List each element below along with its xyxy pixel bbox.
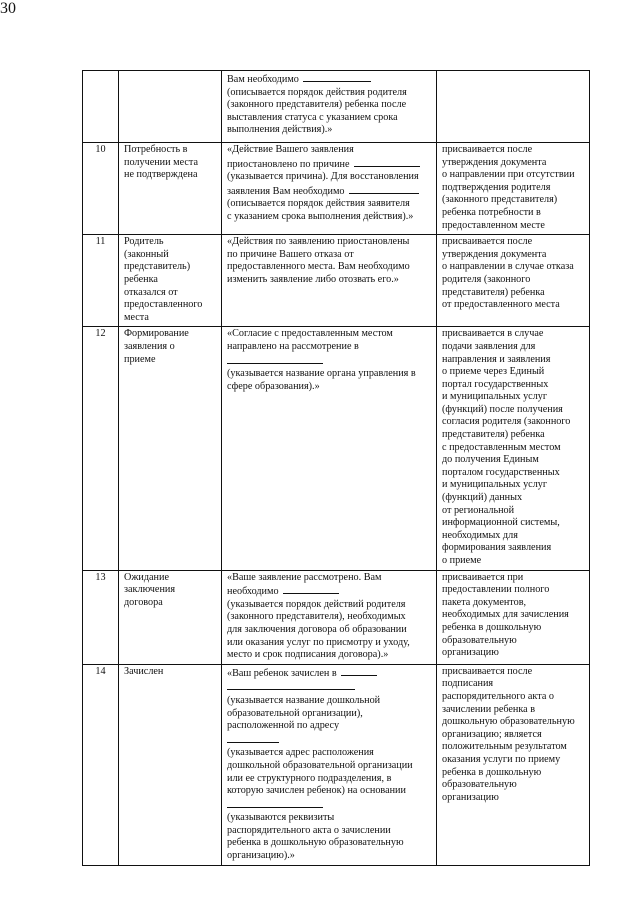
table-row bbox=[83, 570, 590, 664]
notification-line-text: выполнения действия).» bbox=[227, 124, 333, 136]
notification-line-text: (указывается причина). Для восстановления bbox=[227, 171, 419, 183]
status-name-line: получении места bbox=[124, 156, 198, 168]
condition-line: ребенка в дошкольную bbox=[442, 766, 542, 778]
condition-line: распорядительного акта о bbox=[442, 690, 554, 702]
notification-line bbox=[227, 666, 433, 681]
assignment-condition-cell bbox=[437, 143, 590, 235]
condition-line: зачислении ребенка в bbox=[442, 703, 536, 715]
notification-line bbox=[227, 99, 433, 112]
assignment-condition-cell bbox=[437, 664, 590, 865]
notification-line-text: направлено на рассмотрение в bbox=[227, 340, 359, 352]
status-name-line: Потребность в bbox=[124, 144, 188, 155]
assignment-condition-cell bbox=[437, 71, 590, 143]
row-number-cell bbox=[83, 71, 119, 143]
notification-line-text: или оказания услуг по присмотру и уходу, bbox=[227, 636, 410, 648]
notification-line-text: заявления Вам необходимо bbox=[227, 185, 345, 197]
notification-line bbox=[227, 649, 433, 662]
assignment-condition-cell bbox=[437, 570, 590, 664]
condition-line: о направлении при отсутствии bbox=[442, 169, 575, 181]
page-number: 30 bbox=[0, 0, 16, 17]
condition-line: присваивается после bbox=[442, 144, 533, 155]
condition-line: представителя) ребенка bbox=[442, 286, 545, 298]
notification-line-text: изменить заявление либо отозвать его.» bbox=[227, 273, 399, 285]
condition-line: присваивается после bbox=[442, 665, 533, 677]
status-name-cell bbox=[119, 71, 222, 143]
table-row bbox=[83, 235, 590, 327]
notification-line-text: дошкольной образовательной организации bbox=[227, 759, 413, 771]
condition-line: организацию bbox=[442, 791, 499, 803]
status-name-cell bbox=[119, 664, 222, 865]
notification-line-text: с указанием срока выполнения действия).» bbox=[227, 210, 414, 222]
notification-line bbox=[227, 87, 433, 100]
notification-line bbox=[227, 680, 433, 695]
notification-line-text: место и срок подписания договора).» bbox=[227, 649, 389, 661]
status-name-cell bbox=[119, 143, 222, 235]
status-name-line: ребенка bbox=[124, 273, 158, 285]
notification-line bbox=[227, 572, 433, 585]
notification-line bbox=[227, 198, 433, 211]
notification-line-text: организацию).» bbox=[227, 850, 295, 862]
notification-line bbox=[227, 236, 433, 249]
notification-line bbox=[227, 341, 433, 354]
notification-line-text: «Согласие с предоставленным местом bbox=[227, 328, 393, 340]
condition-line: согласия родителя (законного bbox=[442, 416, 571, 428]
notification-line bbox=[227, 184, 433, 199]
notification-line-text: или ее структурного подразделения, в bbox=[227, 772, 392, 784]
condition-line: о приеме bbox=[442, 555, 482, 566]
condition-line: предоставлении полного bbox=[442, 584, 550, 596]
notification-line-text: по причине Вашего отказа от bbox=[227, 248, 354, 260]
notification-line bbox=[227, 637, 433, 650]
status-name-line: Родитель bbox=[124, 236, 164, 248]
condition-line: информационной системы, bbox=[442, 517, 560, 529]
notification-line bbox=[227, 812, 433, 825]
notification-line bbox=[227, 624, 433, 637]
notification-text-cell bbox=[222, 570, 437, 664]
condition-line: необходимых для зачисления bbox=[442, 609, 569, 621]
notification-line bbox=[227, 381, 433, 394]
status-name-line: (законный bbox=[124, 248, 169, 260]
condition-line: и муниципальных услуг bbox=[442, 391, 548, 403]
notification-line-text: предоставленного места. Вам необходимо bbox=[227, 261, 410, 273]
fill-in-blank-line bbox=[341, 666, 377, 676]
notification-line bbox=[227, 760, 433, 773]
notification-line bbox=[227, 837, 433, 850]
condition-line: дошкольную образовательную bbox=[442, 716, 575, 728]
status-name-line: отказался от bbox=[124, 286, 178, 298]
condition-line: портал государственных bbox=[442, 378, 549, 390]
condition-line: подтверждения родителя bbox=[442, 181, 551, 193]
notification-line-text: которую зачислен ребенок) на основании bbox=[227, 785, 406, 797]
fill-in-blank-line bbox=[303, 72, 371, 82]
notification-line-text: «Действия по заявлению приостановлены bbox=[227, 236, 410, 248]
condition-line: образовательную bbox=[442, 634, 517, 646]
row-number-cell: 12 bbox=[83, 327, 119, 570]
condition-line: присваивается после bbox=[442, 236, 533, 248]
status-name-cell bbox=[119, 235, 222, 327]
notification-text-cell bbox=[222, 143, 437, 235]
notification-line bbox=[227, 112, 433, 125]
notification-line bbox=[227, 773, 433, 786]
condition-line: направления и заявления bbox=[442, 353, 551, 365]
assignment-condition-cell bbox=[437, 235, 590, 327]
condition-line: порталом государственных bbox=[442, 466, 560, 478]
notification-line-text: (указывается адрес расположения bbox=[227, 747, 374, 759]
notification-line bbox=[227, 124, 433, 137]
notification-line-text: расположенной по адресу bbox=[227, 720, 340, 732]
notification-text-cell bbox=[222, 664, 437, 865]
status-name-line: предоставленного bbox=[124, 299, 203, 311]
notification-line bbox=[227, 825, 433, 838]
notification-line bbox=[227, 720, 433, 733]
status-name-cell bbox=[119, 570, 222, 664]
condition-line: утверждения документа bbox=[442, 248, 547, 260]
condition-line: необходимых для bbox=[442, 529, 518, 541]
status-name-line: договора bbox=[124, 596, 163, 608]
table-body bbox=[83, 71, 590, 866]
notification-line-text: (указывается название дошкольной bbox=[227, 694, 381, 706]
row-number-cell: 14 bbox=[83, 664, 119, 865]
notification-line-text: (указывается порядок действий родителя bbox=[227, 598, 406, 610]
status-name-line: Формирование bbox=[124, 328, 189, 340]
row-number-cell: 10 bbox=[83, 143, 119, 235]
notification-line bbox=[227, 850, 433, 863]
status-name-line: места bbox=[124, 311, 149, 323]
notification-line bbox=[227, 747, 433, 760]
row-number-cell: 13 bbox=[83, 570, 119, 664]
notification-line bbox=[227, 72, 433, 87]
status-name-line: заявления о bbox=[124, 340, 175, 352]
condition-line: до получения Единым bbox=[442, 454, 539, 466]
notification-line bbox=[227, 171, 433, 184]
condition-line: родителя (законного bbox=[442, 273, 531, 285]
table-row bbox=[83, 71, 590, 143]
notification-line-text: (указываются реквизиты bbox=[227, 812, 335, 824]
notification-line-text: Вам необходимо bbox=[227, 74, 299, 85]
condition-line: ребенка в дошкольную bbox=[442, 621, 542, 633]
notification-line bbox=[227, 354, 433, 369]
fill-in-blank-line bbox=[227, 680, 355, 690]
notification-text-cell bbox=[222, 71, 437, 143]
notification-line bbox=[227, 249, 433, 262]
notification-line bbox=[227, 211, 433, 224]
status-name-line: представитель) bbox=[124, 261, 191, 273]
notification-line bbox=[227, 611, 433, 624]
notification-line bbox=[227, 274, 433, 287]
condition-line: пакета документов, bbox=[442, 596, 527, 608]
notification-line bbox=[227, 261, 433, 274]
condition-line: от региональной bbox=[442, 504, 515, 516]
assignment-condition-cell bbox=[437, 327, 590, 570]
condition-line: (функций) данных bbox=[442, 492, 523, 504]
fill-in-blank-line bbox=[283, 584, 339, 594]
notification-line-text: «Ваш ребенок зачислен в bbox=[227, 667, 337, 679]
condition-line: о приеме через Единый bbox=[442, 366, 545, 378]
notification-line bbox=[227, 144, 433, 157]
status-name-line: Зачислен bbox=[124, 665, 164, 677]
notification-line-text: сфере образования).» bbox=[227, 380, 320, 392]
status-name-line: приеме bbox=[124, 353, 156, 365]
notification-line bbox=[227, 584, 433, 599]
notification-line bbox=[227, 157, 433, 172]
fill-in-blank-line bbox=[227, 798, 323, 808]
status-table bbox=[82, 70, 590, 866]
status-name-line: заключения bbox=[124, 584, 176, 596]
table-row bbox=[83, 664, 590, 865]
condition-line: и муниципальных услуг bbox=[442, 479, 548, 491]
notification-line bbox=[227, 368, 433, 381]
condition-line: ребенка потребности в bbox=[442, 206, 541, 218]
notification-line-text: «Действие Вашего заявления bbox=[227, 144, 354, 155]
notification-line-text: ребенка в дошкольную образовательную bbox=[227, 837, 404, 849]
notification-line-text: «Ваше заявление рассмотрено. Вам bbox=[227, 571, 382, 583]
notification-line-text: (описывается порядок действия родителя bbox=[227, 86, 407, 98]
condition-line: (законного представителя) bbox=[442, 194, 558, 206]
condition-line: формирования заявления bbox=[442, 542, 552, 554]
notification-line bbox=[227, 798, 433, 813]
condition-line: представителя) ребенка bbox=[442, 429, 545, 441]
notification-line-text: для заключения договора об образовании bbox=[227, 623, 407, 635]
notification-text-cell bbox=[222, 327, 437, 570]
condition-line: организацию bbox=[442, 647, 499, 659]
condition-line: предоставленном месте bbox=[442, 219, 545, 231]
notification-line-text: необходимо bbox=[227, 586, 279, 598]
condition-line: присваивается при bbox=[442, 571, 524, 583]
notification-line-text: (описывается порядок действия заявителя bbox=[227, 198, 410, 210]
notification-line-text: приостановлено по причине bbox=[227, 158, 350, 170]
condition-line: о направлении в случае отказа bbox=[442, 261, 574, 273]
status-name-cell bbox=[119, 327, 222, 570]
notification-line-text: (указывается название органа управления в bbox=[227, 368, 416, 380]
row-number-cell: 11 bbox=[83, 235, 119, 327]
condition-line: с предоставленным местом bbox=[442, 441, 561, 453]
notification-line-text: выставления статуса с указанием срока bbox=[227, 111, 398, 123]
notification-text-cell bbox=[222, 235, 437, 327]
status-name-line: не подтверждена bbox=[124, 169, 198, 181]
fill-in-blank-line bbox=[354, 157, 420, 167]
condition-line: от предоставленного места bbox=[442, 299, 560, 311]
notification-line-text: распорядительного акта о зачислении bbox=[227, 824, 391, 836]
condition-line: положительным результатом bbox=[442, 741, 567, 753]
notification-line-text: (законного представителя) ребенка после bbox=[227, 99, 407, 111]
notification-line bbox=[227, 708, 433, 721]
notification-line bbox=[227, 328, 433, 341]
condition-line: (функций) после получения bbox=[442, 403, 563, 415]
condition-line: подписания bbox=[442, 678, 494, 690]
fill-in-blank-line bbox=[349, 184, 419, 194]
notification-line bbox=[227, 785, 433, 798]
condition-line: оказания услуги по приему bbox=[442, 753, 561, 765]
condition-line: образовательную bbox=[442, 779, 517, 791]
condition-line: присваивается в случае bbox=[442, 328, 544, 340]
fill-in-blank-line bbox=[227, 733, 279, 743]
notification-line-text: (законного представителя), необходимых bbox=[227, 611, 406, 623]
status-name-line: Ожидание bbox=[124, 571, 169, 583]
notification-line bbox=[227, 733, 433, 748]
notification-line-text: образовательной организации), bbox=[227, 707, 363, 719]
notification-line bbox=[227, 599, 433, 612]
condition-line: утверждения документа bbox=[442, 156, 547, 168]
condition-line: организацию; является bbox=[442, 728, 542, 740]
notification-line bbox=[227, 695, 433, 708]
table-row bbox=[83, 143, 590, 235]
fill-in-blank-line bbox=[227, 354, 323, 364]
condition-line: подачи заявления для bbox=[442, 340, 536, 352]
table-row bbox=[83, 327, 590, 570]
